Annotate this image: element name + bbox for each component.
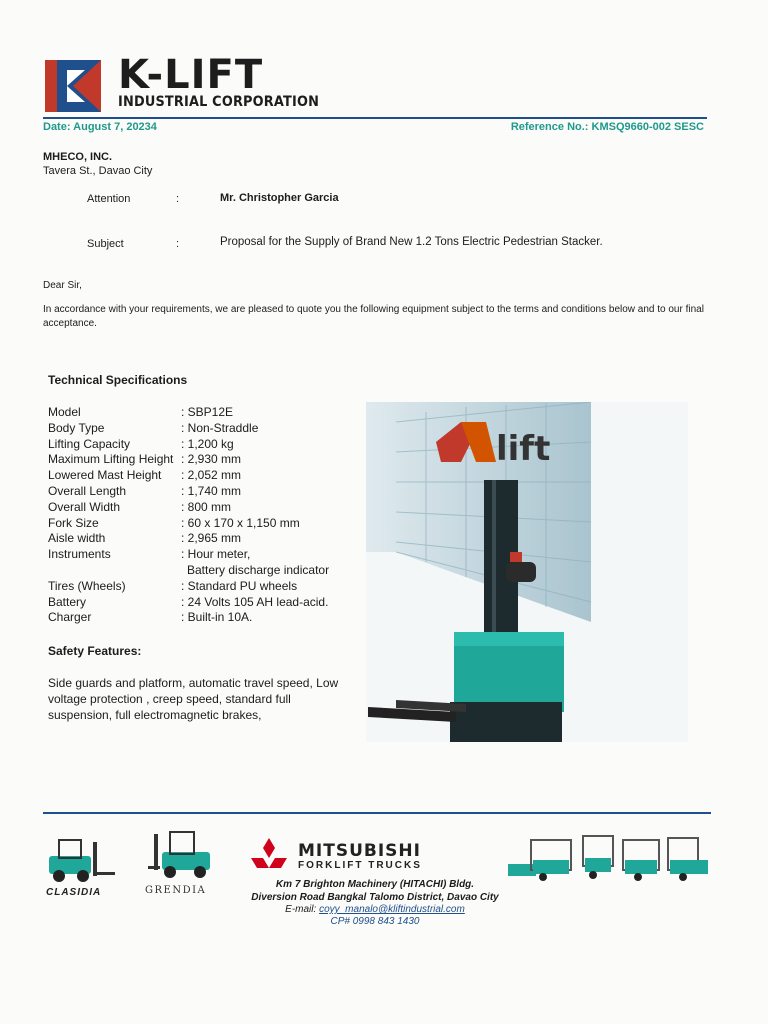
spec-key: Charger bbox=[48, 610, 92, 625]
spec-value: : Built-in 10A. bbox=[181, 610, 253, 625]
spec-key: Aisle width bbox=[48, 531, 106, 546]
spec-key: Model bbox=[48, 405, 81, 419]
mitsubishi-subtitle: FORKLIFT TRUCKS bbox=[298, 860, 422, 871]
attention-value: Mr. Christopher Garcia bbox=[220, 192, 339, 204]
recipient-address: Tavera St., Davao City bbox=[43, 165, 153, 177]
stacker-product-image bbox=[366, 402, 688, 742]
safety-text: Side guards and platform, automatic travel speed, Low voltage protection , creep speed, standard full suspension, full electromagnetic brakes, bbox=[48, 676, 339, 722]
spec-key: Overall Width bbox=[48, 499, 121, 514]
spec-value: : 800 mm bbox=[181, 499, 232, 514]
mitsubishi-title: MITSUBISHI bbox=[298, 841, 421, 861]
spec-value: : 1,200 kg bbox=[181, 436, 234, 451]
spec-value: : 1,740 mm bbox=[181, 484, 242, 498]
forklift-grendia-icon bbox=[148, 830, 218, 880]
spec-value: : 24 Volts 105 AH lead-acid. bbox=[181, 594, 329, 609]
footer-address bbox=[225, 878, 525, 904]
k-lift-logo-icon bbox=[45, 60, 101, 112]
recipient-company: MHECO, INC. bbox=[43, 151, 113, 163]
spec-value: : 2,052 mm bbox=[181, 468, 242, 483]
email-link[interactable]: coyy_manalo@kliftindustrial.com bbox=[319, 904, 465, 915]
footer-email-line bbox=[225, 903, 525, 916]
spec-value: : Standard PU wheels bbox=[181, 578, 298, 593]
attention-colon: : bbox=[176, 193, 180, 205]
spec-key: Body Type bbox=[48, 420, 105, 435]
reference-number: Reference No.: KMSQ9660-002 SESC bbox=[510, 121, 704, 133]
spec-value: : Non-Straddle bbox=[181, 420, 259, 435]
footer-address-line2: Diversion Road Bangkal Talomo District, Davao City bbox=[251, 892, 499, 903]
spec-value: : 2,930 mm bbox=[181, 452, 242, 467]
spec-value: : SBP12E bbox=[181, 405, 234, 419]
email-label: E-mail: bbox=[285, 904, 320, 915]
attention-label: Attention bbox=[87, 193, 131, 205]
subject-colon: : bbox=[176, 238, 180, 250]
safety-title: Safety Features: bbox=[48, 644, 142, 658]
forklift-lineup-icon bbox=[503, 830, 713, 885]
spec-key: Battery bbox=[48, 594, 87, 609]
mlift-logo-text: lift bbox=[496, 429, 551, 469]
brand-clasdia: CLASIDIA bbox=[46, 887, 102, 898]
spec-key: Fork Size bbox=[48, 515, 99, 530]
spec-key: Instruments bbox=[48, 547, 111, 562]
specs-title: Technical Specifications bbox=[48, 373, 188, 387]
footer-address-line1: Km 7 Brighton Machinery (HITACHI) Bldg. bbox=[275, 879, 475, 890]
footer-divider bbox=[43, 812, 711, 814]
spec-value: : 60 x 170 x 1,150 mm bbox=[181, 515, 300, 530]
mitsubishi-logo-icon bbox=[245, 838, 293, 872]
footer-phone: CP# 0998 843 1430 bbox=[330, 916, 420, 927]
spec-key: Overall Length bbox=[48, 484, 127, 498]
brand-grendia: GRENDIA bbox=[145, 885, 207, 896]
header-divider bbox=[43, 117, 707, 119]
forklift-clasdia-icon bbox=[47, 836, 117, 886]
intro-paragraph: In accordance with your requirements, we are pleased to quote you the following equipment subject to the terms and conditions below and to our final acceptance. bbox=[43, 304, 704, 329]
letter-date: Date: August 7, 20234 bbox=[43, 121, 157, 133]
spec-key: Lowered Mast Height bbox=[48, 468, 162, 483]
subject-label: Subject bbox=[87, 238, 124, 250]
spec-key: Tires (Wheels) bbox=[48, 578, 126, 593]
salutation: Dear Sir, bbox=[43, 280, 82, 291]
spec-value: : 2,965 mm bbox=[181, 531, 242, 546]
brand-name: K-LIFT bbox=[118, 52, 264, 98]
brand-subtitle: INDUSTRIAL CORPORATION bbox=[118, 94, 320, 110]
spec-value: : Hour meter, bbox=[181, 547, 251, 562]
subject-value: Proposal for the Supply of Brand New 1.2 Tons Electric Pedestrian Stacker. bbox=[220, 236, 603, 248]
spec-key: Maximum Lifting Height bbox=[48, 452, 174, 467]
spec-value: Battery discharge indicator bbox=[187, 563, 330, 577]
spec-key: Lifting Capacity bbox=[48, 436, 131, 451]
